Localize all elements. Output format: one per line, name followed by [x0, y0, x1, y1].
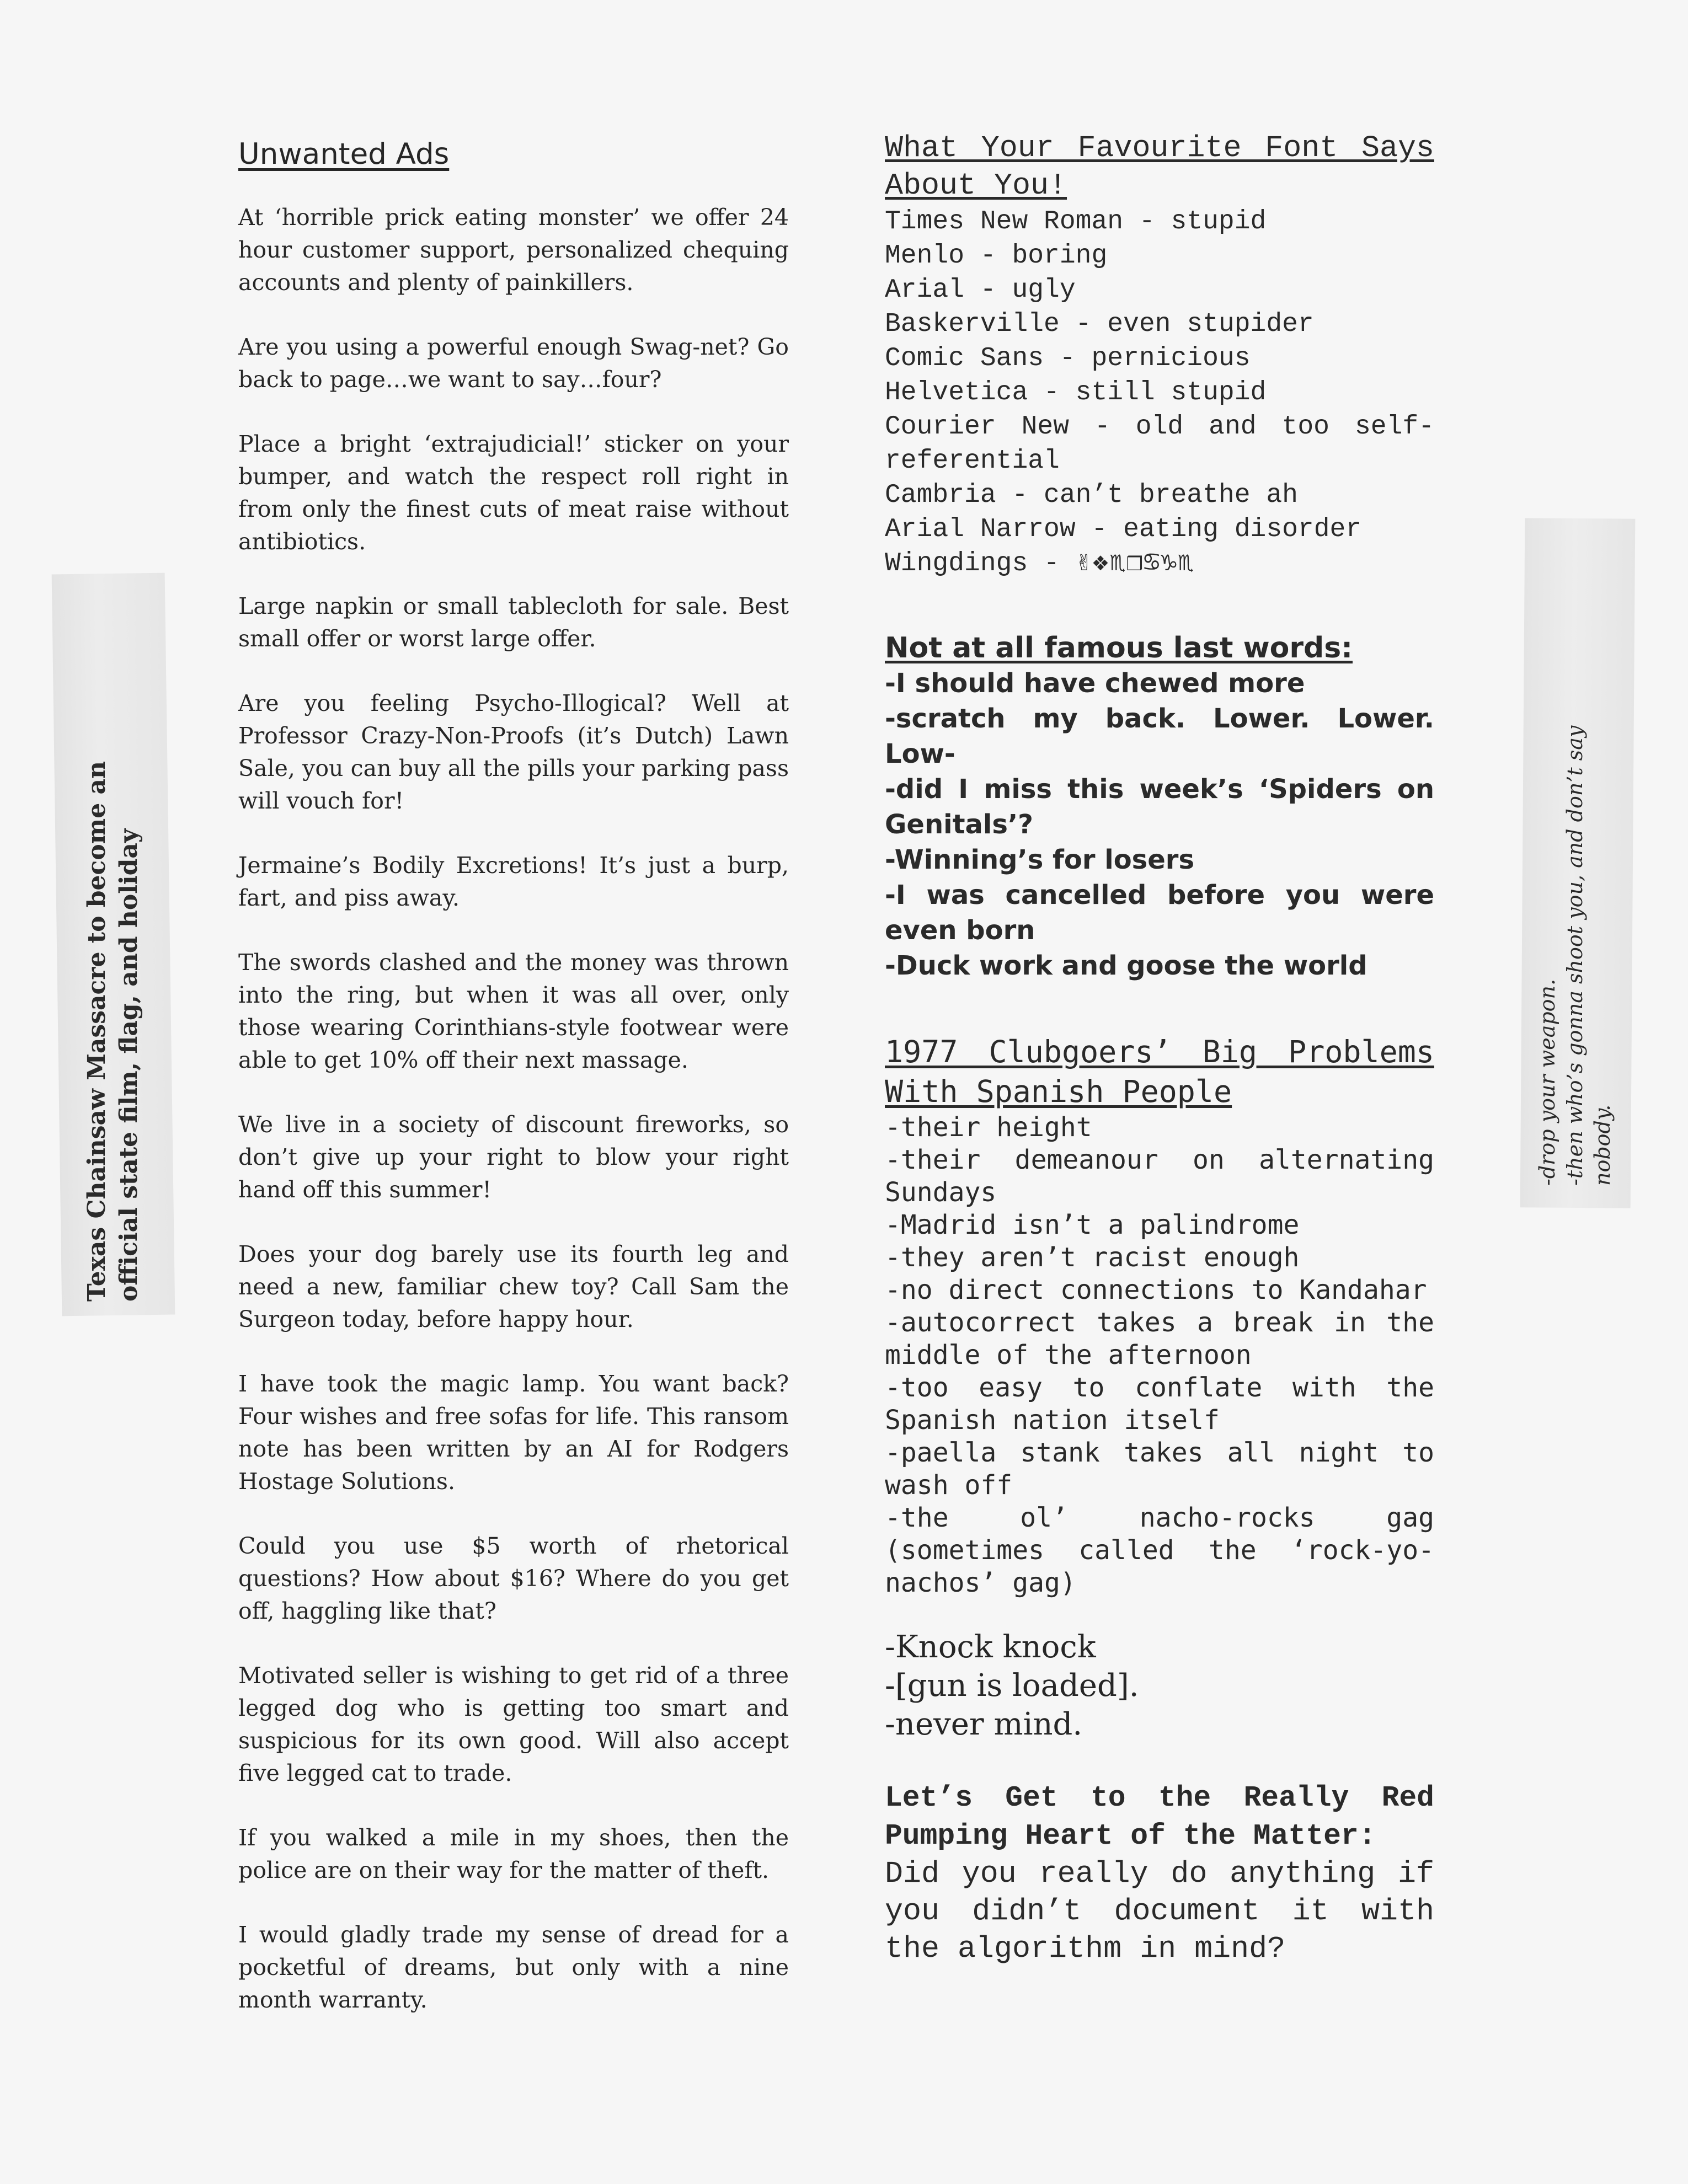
ad-paragraph: If you walked a mile in my shoes, then the police are on their way for the matter of theft.: [238, 1824, 789, 1883]
tape-right-line: nobody.: [1590, 1104, 1615, 1186]
last-words-item: -Duck work and goose the world: [885, 950, 1368, 981]
ad-paragraph: Place a bright ‘extrajudicial!’ sticker on your bumper, and watch the respect roll right in from only the finest cuts of meat raise without antibiotics.: [238, 431, 789, 555]
heart-of-matter-section: [885, 1779, 1434, 1968]
ad-paragraph: Large napkin or small tablecloth for sale. Best small offer or worst large offer.: [238, 593, 789, 652]
last-words-title: Not at all famous last words:: [885, 631, 1353, 665]
font-list-item: Helvetica - still stupid: [885, 378, 1267, 408]
clubgoers-item: -their demeanour on alternating Sundays: [885, 1144, 1434, 1208]
wingdings-label: Wingdings -: [885, 549, 1076, 579]
clubgoers-item: -their height: [885, 1112, 1092, 1143]
knock-line: -never mind.: [885, 1706, 1083, 1742]
knock-knock-section: [885, 1628, 1434, 1744]
right-column: [885, 130, 1434, 1968]
ad-paragraph: At ‘horrible prick eating monster’ we offer 24 hour customer support, personalized chequing accounts and plenty of painkillers.: [238, 204, 789, 296]
tape-right-line: -then who’s gonna shoot you, and don’t say: [1563, 725, 1587, 1186]
clubgoers-section: [885, 1032, 1434, 1599]
clubgoers-item: -the ol’ nacho-rocks gag (sometimes called the ‘rock-yo-nachos’ gag): [885, 1502, 1434, 1598]
ad-paragraph: Could you use $5 worth of rhetorical questions? How about $16? Where do you get off, haggling like that?: [238, 1533, 789, 1624]
last-words-item: -I was cancelled before you were even born: [885, 880, 1434, 946]
knock-line: -[gun is loaded].: [885, 1668, 1139, 1704]
clubgoers-item: -they aren’t racist enough: [885, 1242, 1300, 1273]
tape-left-text: [81, 706, 145, 1302]
tape-left-line: Texas Chainsaw Massacre to become an: [83, 761, 111, 1302]
font-list-item: Cambria - can’t breathe ah: [885, 480, 1298, 510]
clubgoers-item: -paella stank takes all night to wash off: [885, 1437, 1434, 1501]
heart-of-matter-title: Let’s Get to the Really Red Pumping Heart of the Matter:: [885, 1781, 1434, 1853]
tape-left-line: official state film, flag, and holiday: [115, 828, 143, 1302]
ad-paragraph: We live in a society of discount fireworks, so don’t give up your right to blow your right hand off this summer!: [238, 1111, 789, 1203]
font-list-item: Arial Narrow - eating disorder: [885, 515, 1362, 544]
ad-paragraph: Are you feeling Psycho-Illogical? Well at Professor Crazy-Non-Proofs (it’s Dutch) Lawn Sale, you can buy all the pills your parking pass will vouch for!: [238, 690, 789, 814]
favourite-font-section: [885, 130, 1434, 581]
heart-of-matter-body: Did you really do anything if you didn’t document it with the algorithm in mind?: [885, 1856, 1434, 1966]
ad-paragraph: Does your dog barely use its fourth leg and need a new, familiar chew toy? Call Sam the Surgeon today, before happy hour.: [238, 1241, 789, 1332]
unwanted-ads-title: Unwanted Ads: [238, 137, 450, 171]
last-words-item: -I should have chewed more: [885, 668, 1305, 699]
font-list-item: Times New Roman - stupid: [885, 207, 1267, 237]
unwanted-ads-section: [238, 130, 789, 2048]
font-list-item-wingdings: [885, 547, 1434, 581]
font-list-item: Comic Sans - pernicious: [885, 344, 1251, 373]
ad-paragraph: I have took the magic lamp. You want back? Four wishes and free sofas for life. This ransom note has been written by an AI for Rodgers Hostage Solutions.: [238, 1371, 789, 1495]
clubgoers-item: -no direct connections to Kandahar: [885, 1275, 1427, 1305]
tape-right-line: -drop your weapon.: [1535, 978, 1559, 1186]
tape-right-text: [1534, 535, 1616, 1186]
font-list-item: Menlo - boring: [885, 241, 1108, 271]
font-list: [885, 205, 1434, 581]
last-words-item: -scratch my back. Lower. Lower. Low-: [885, 703, 1434, 769]
ad-paragraph: I would gladly trade my sense of dread for a pocketful of dreams, but only with a nine month warranty.: [238, 1921, 789, 2013]
font-list-item: Arial - ugly: [885, 275, 1076, 305]
clubgoers-item: -Madrid isn’t a palindrome: [885, 1209, 1300, 1240]
last-words-item: -did I miss this week’s ‘Spiders on Genitals’?: [885, 774, 1434, 840]
clubgoers-item: -autocorrect takes a break in the middle of the afternoon: [885, 1307, 1434, 1371]
ad-paragraph: Jermaine’s Bodily Excretions! It’s just a burp, fart, and piss away.: [238, 852, 789, 911]
last-words-item: -Winning’s for losers: [885, 844, 1195, 875]
last-words-section: [885, 630, 1434, 983]
favourite-font-title: What Your Favourite Font Says About You!: [885, 131, 1434, 203]
ad-paragraph: Are you using a powerful enough Swag-net? Go back to page…we want to say…four?: [238, 334, 789, 393]
knock-line: -Knock knock: [885, 1629, 1096, 1665]
wingdings-glyphs: ✌❖♏❒♋♑♏: [1075, 549, 1195, 579]
ad-paragraph: Motivated seller is wishing to get rid of a three legged dog who is getting too smart and suspicious for its own good. Will also accept five legged cat to trade.: [238, 1662, 789, 1786]
font-list-item: Courier New - old and too self-referential: [885, 412, 1434, 476]
font-list-item: Baskerville - even stupider: [885, 309, 1314, 339]
ad-paragraph: The swords clashed and the money was thrown into the ring, but when it was all over, only those wearing Corinthians-style footwear were able to get 10% off their next massage.: [238, 949, 789, 1073]
clubgoers-item: -too easy to conflate with the Spanish nation itself: [885, 1372, 1434, 1436]
clubgoers-title: 1977 Clubgoers’ Big Problems With Spanish People: [885, 1034, 1434, 1109]
